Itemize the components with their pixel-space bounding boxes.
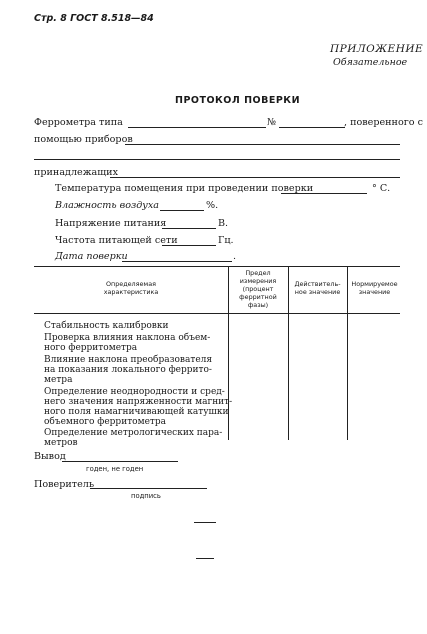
frequency-blank <box>162 245 216 246</box>
temperature-unit: ° С. <box>372 183 391 194</box>
frequency-label: Частота питающей сети <box>55 235 178 246</box>
table-header-nominal: Нормируемое значение <box>351 280 398 296</box>
table-row: Определение неоднородности и сред- него значения напряженности магнит- ного поля намагничивающей катушки объемного ферритометра <box>44 387 233 427</box>
frequency-unit: Гц. <box>218 235 234 246</box>
appendix-label: ПРИЛОЖЕНИЕ <box>330 43 424 55</box>
signature-blank <box>90 488 207 489</box>
date-label: Дата поверки <box>55 251 128 262</box>
conclusion-hint: годен, не годен <box>86 465 144 473</box>
appendix-status: Обязательное <box>333 57 408 68</box>
number-sign: № <box>267 117 277 128</box>
table-header-actual: Действитель- ное значение <box>294 280 341 296</box>
devices-blank <box>125 144 400 145</box>
ferrometer-type-label: Феррометра типа <box>34 117 123 128</box>
humidity-blank <box>160 210 204 211</box>
conclusion-blank <box>62 461 178 462</box>
separator-dash <box>196 558 214 559</box>
document-title: ПРОТОКОЛ ПОВЕРКИ <box>175 95 301 106</box>
conclusion-label: Вывод <box>34 451 66 462</box>
separator-dash <box>194 522 216 523</box>
signature-hint: подпись <box>131 492 161 500</box>
belonging-blank <box>110 177 400 178</box>
table-row: Стабильность калибровки <box>44 321 169 331</box>
humidity-unit: %. <box>206 200 219 211</box>
serial-number-blank <box>279 127 345 128</box>
belonging-label: принадлежащих <box>34 167 118 178</box>
voltage-blank <box>162 228 216 229</box>
table-row: Определение метрологических пара- метров <box>44 428 223 448</box>
temperature-label: Температура помещения при проведении поверки <box>55 183 314 194</box>
page-header: Стр. 8 ГОСТ 8.518—84 <box>34 13 154 24</box>
verified-with-label: , поверенного с <box>344 117 423 128</box>
humidity-label: Влажность воздуха <box>55 200 159 211</box>
voltage-unit: В. <box>218 218 229 229</box>
temperature-blank <box>281 193 367 194</box>
date-end: . <box>233 251 237 262</box>
ferrometer-type-blank <box>128 127 266 128</box>
date-blank <box>122 261 232 262</box>
verifier-label: Поверитель <box>34 479 95 490</box>
table-header-characteristic: Определяемая характеристика <box>103 280 159 296</box>
table-row: Влияние наклона преобразователя на показания локального феррито- метра <box>44 355 213 385</box>
table-header-range: Предел измерения (процент ферритной фазы) <box>239 269 277 309</box>
table-header-border <box>34 313 400 314</box>
devices-label: помощью приборов <box>34 134 133 145</box>
devices-blank-2 <box>34 159 400 160</box>
voltage-label: Напряжение питания <box>55 218 167 229</box>
table-row: Проверка влияния наклона объем- ного ферритометра <box>44 333 211 353</box>
table-top-border <box>34 266 400 267</box>
